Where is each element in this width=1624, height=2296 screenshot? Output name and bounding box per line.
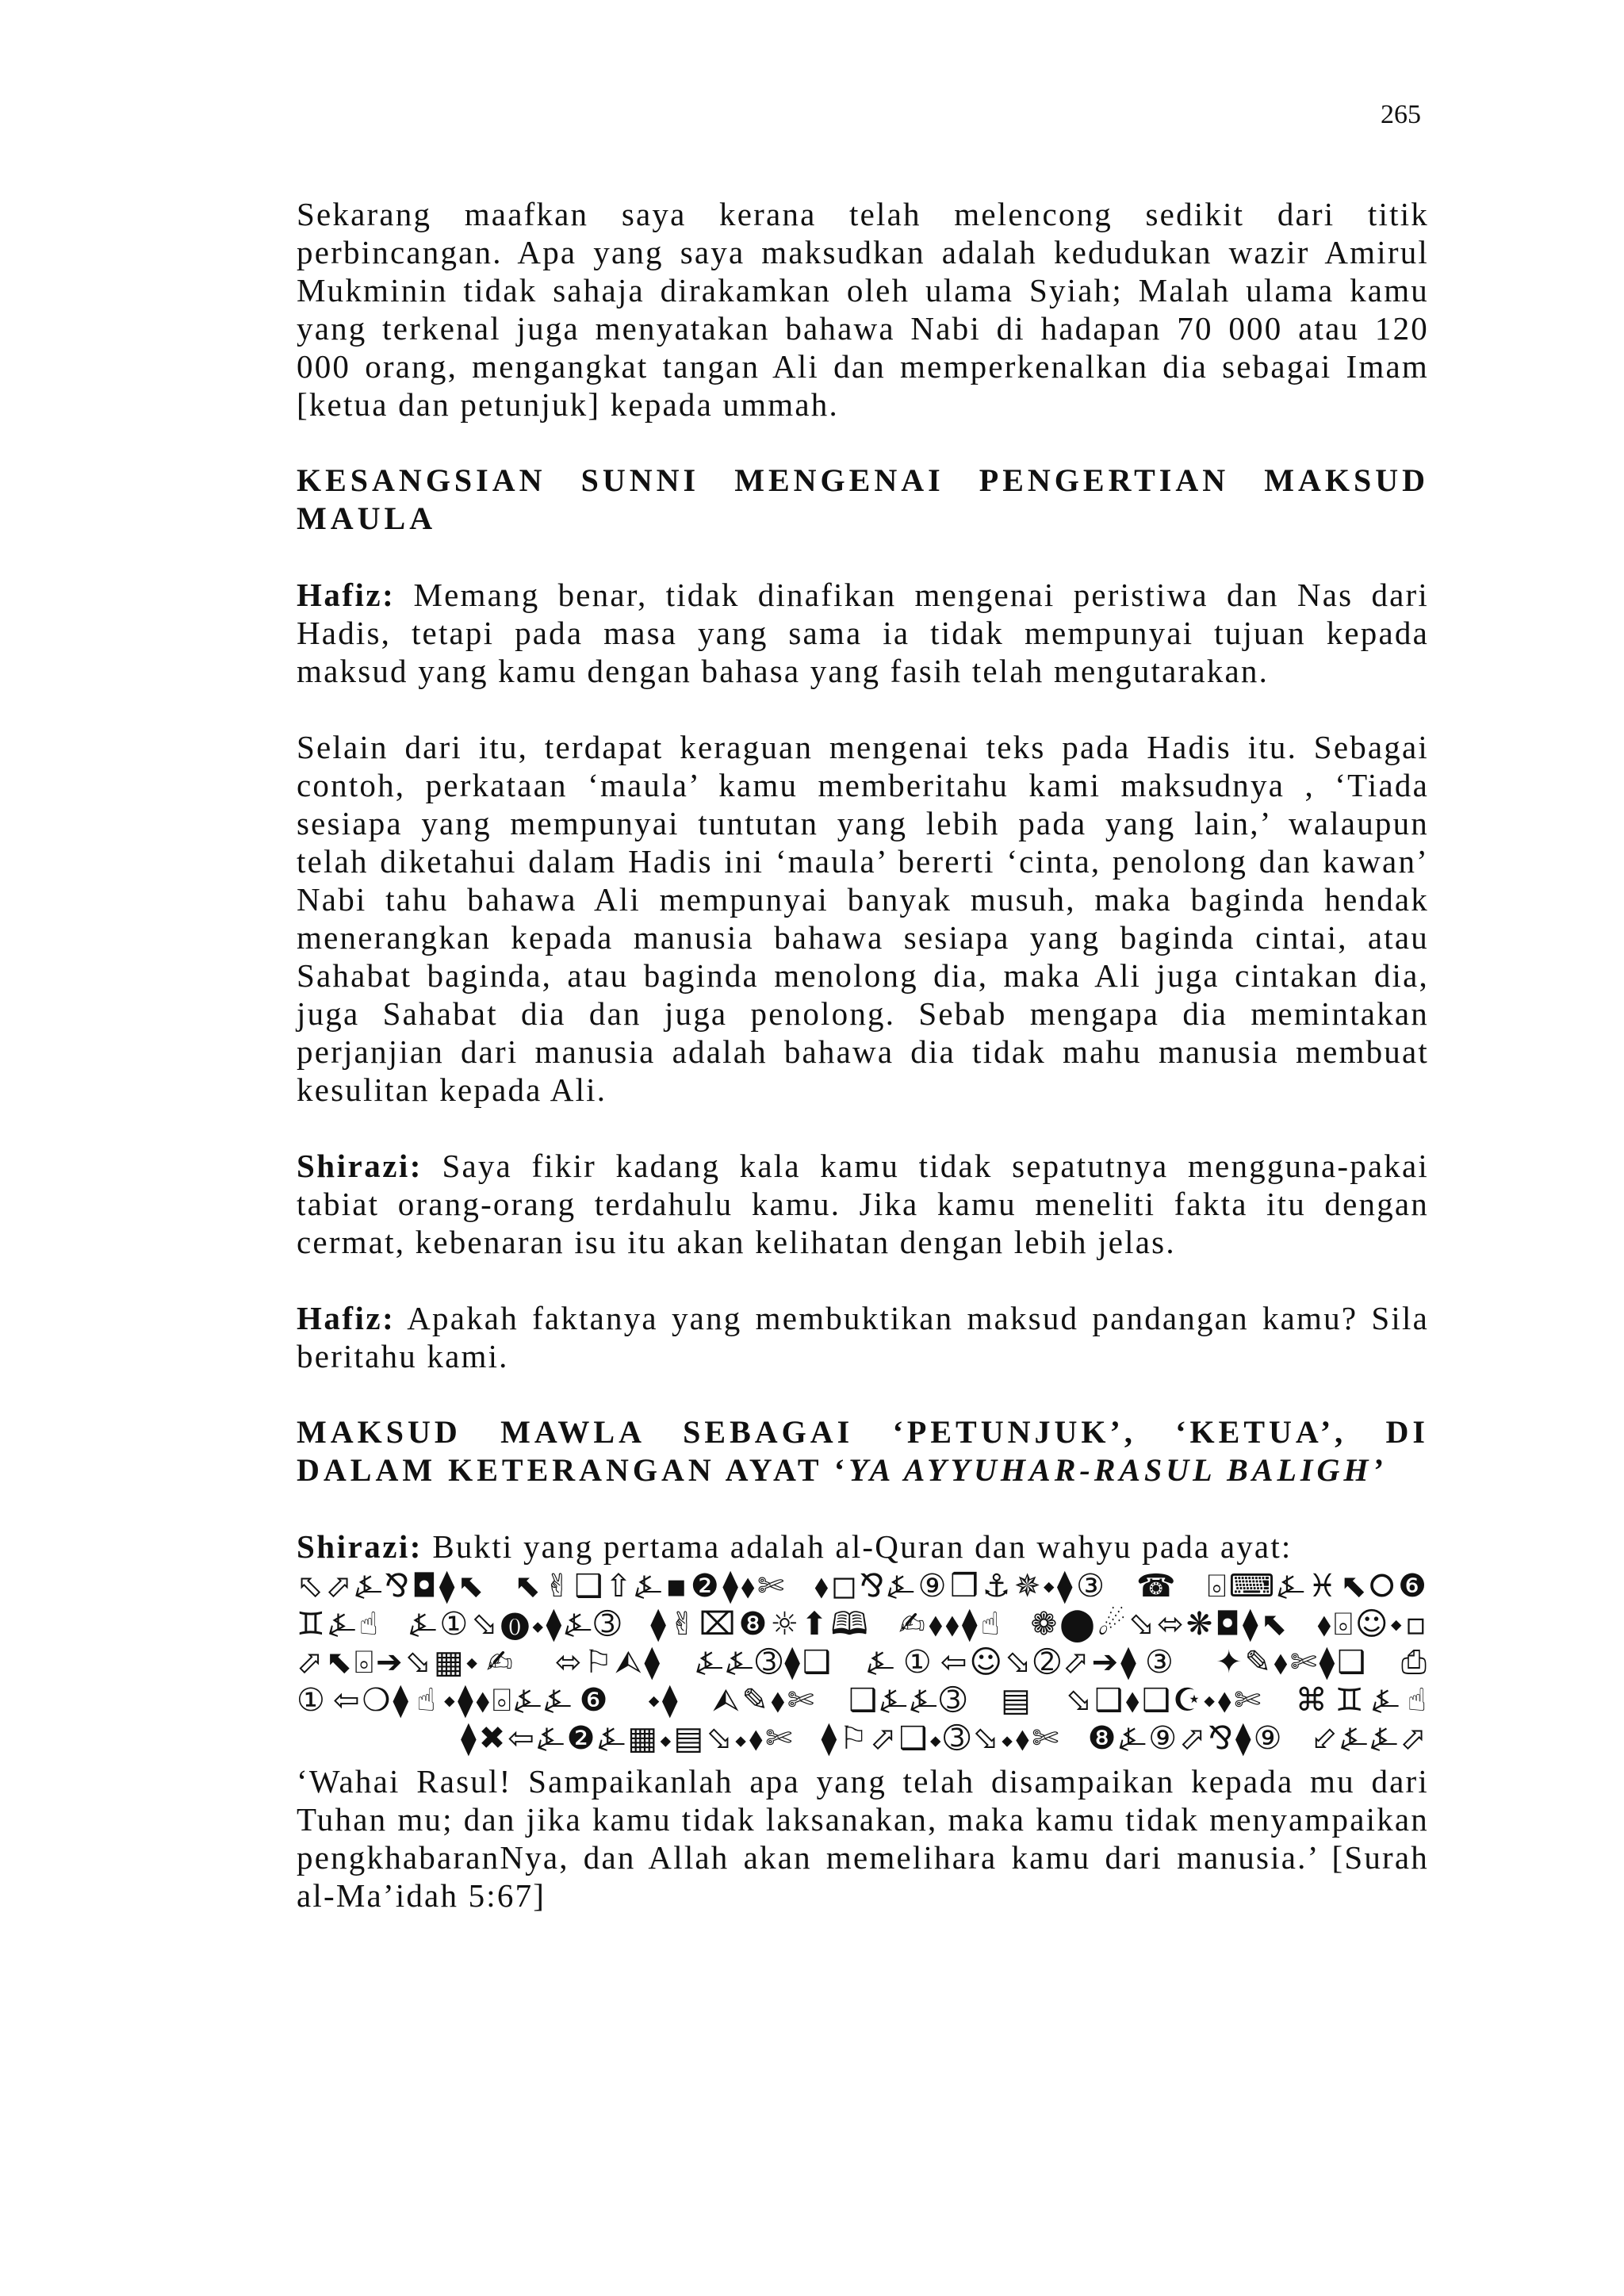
heading-italic-text: YA AYYUHAR-RASUL BALIGH’ — [848, 1452, 1387, 1488]
paragraph-hafiz-2 — [297, 1299, 1429, 1375]
section-heading-kesangsian: KESANGSIAN SUNNI MENGENAI PENGERTIAN MAKSUD MAULA — [297, 462, 1429, 536]
quran-verse-glyphs: ⬁⬀⍼⅋◘⧫⬉ ⬉✌❑⇧⍼▪❷⧫⬧✄ ⬧◻⅋⍼⑨❒⚓✵⬩⧫③ ☎ ⌻⌨⍼♓⬉⭘❻ ♊⍼☝ ⍼①⬂⓿⬩⧫⍼➂ ⧫✌⌧❽☼⬆🕮 ✍⬧⬧⧫☝ ❁⬤☄⬂⬄❋◘⧫⬉ ⬧⌻☺⬩▫ ⬀⬉⌻➔⬂▦⬩✍ ⬄⚐⮙⧫ ⍼⍼➂⧫❑ ⍼①⇦☺⬂➁⬀➔⧫③ ✦✎⬧✄⧫❑ ⎙ ①⇦❍⧫☝⬩⧫⬧⌻⍼⍼❻ ⬩⧫ ⮙✎⬧✄ ❑⍼⍼➂ ▤ ⬂❑⬧❑☪⬩⬧✄ ⌘♊⍼☝ ⧫✖⇦⍼❷⍼▦⬩▤⬂⬩⬧✄ ⧫⚐⬀❑⬩➂⬂⬩⬧✄ ❽⍼⑨⬀⅋⧫⑨ ⬃⍼⍼⬀ — [297, 1568, 1429, 1757]
speaker-label: Shirazi: — [297, 1528, 423, 1565]
speaker-label: Shirazi: — [297, 1148, 423, 1184]
section-heading-maksud-mawla — [297, 1413, 1429, 1489]
paragraph-text: Memang benar, tidak dinafikan mengenai peristiwa dan Nas dari Hadis, tetapi pada masa yang sama ia tidak mempunyai tujuan kepada maksud yang kamu dengan bahasa yang fasih telah mengutarakan. — [297, 577, 1429, 689]
paragraph-shirazi-2 — [297, 1527, 1429, 1566]
paragraph-keraguan: Selain dari itu, terdapat keraguan mengenai teks pada Hadis itu. Sebagai contoh, perkataan ‘maula’ kamu memberitahu kami maksudnya , ‘Tiada sesiapa yang mempunyai tuntutan yang lebih pada yang lain,’ walaupun telah diketahui dalam Hadis ini ‘maula’ bererti ‘cinta, penolong dan kawan’ Nabi tahu bahawa Ali mempunyai banyak musuh, maka baginda hendak menerangkan kepada manusia bahawa sesiapa yang baginda cintai, atau Sahabat baginda, atau baginda menolong dia, maka Ali juga cintakan dia, juga Sahabat dia dan juga penolong. Sebab mengapa dia memintakan perjanjian dari manusia adalah bahawa dia tidak mahu manusia membuat kesulitan kepada Ali. — [297, 729, 1429, 1108]
heading-text: MAKSUD MAWLA SEBAGAI ‘PETUNJUK’, ‘KETUA’, DI DALAM KETERANGAN AYAT ‘ — [297, 1414, 1429, 1488]
paragraph-text: Bukti yang pertama adalah al-Quran dan wahyu pada ayat: — [422, 1528, 1293, 1565]
page-body — [297, 195, 1429, 1953]
paragraph-shirazi-1 — [297, 1147, 1429, 1261]
page-number: 265 — [1381, 100, 1421, 129]
speaker-label: Hafiz: — [297, 577, 396, 613]
paragraph-intro: Sekarang maafkan saya kerana telah melencong sedikit dari titik perbincangan. Apa yang saya maksudkan adalah kedudukan wazir Amirul Mukminin tidak sahaja dirakamkan oleh ulama Syiah; Malah ulama kamu yang terkenal juga menyatakan bahawa Nabi di hadapan 70 000 atau 120 000 orang, mengangkat tangan Ali dan memperkenalkan dia sebagai Imam [ketua dan petunjuk] kepada ummah. — [297, 196, 1429, 423]
speaker-label: Hafiz: — [297, 1300, 396, 1336]
paragraph-verse-translation: ‘Wahai Rasul! Sampaikanlah apa yang telah disampaikan kepada mu dari Tuhan mu; dan jika kamu tidak laksanakan, maka kamu tidak menyampaikan pengkhabaranNya, dan Allah akan memelihara kamu dari manusia.’ [Surah al-Ma’idah 5:67] — [297, 1763, 1429, 1914]
paragraph-text: Saya fikir kadang kala kamu tidak sepatutnya mengguna-pakai tabiat orang-orang terdahulu kamu. Jika kamu meneliti fakta itu dengan cermat, kebenaran isu itu akan kelihatan dengan lebih jelas. — [297, 1148, 1429, 1260]
paragraph-hafiz-1 — [297, 576, 1429, 690]
paragraph-text: Apakah faktanya yang membuktikan maksud pandangan kamu? Sila beritahu kami. — [297, 1300, 1429, 1374]
